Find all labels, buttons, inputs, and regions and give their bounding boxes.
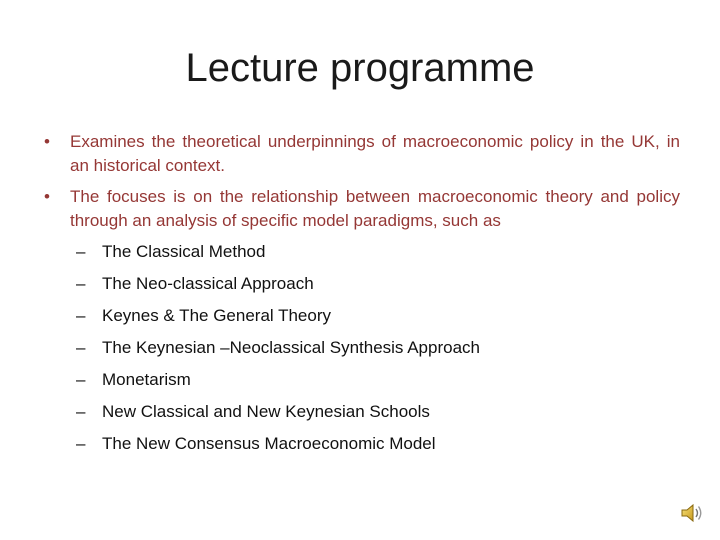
bullet-marker: • [44, 132, 50, 151]
sub-item-text: The Classical Method [102, 242, 266, 261]
slide-title: Lecture programme [185, 46, 535, 90]
sub-item-text: Monetarism [102, 370, 191, 389]
bullet-text: The focuses is on the relationship between macroeconomic theory and policy through an analysis of specific model paradigms, such as [70, 187, 680, 230]
sub-item [44, 272, 680, 296]
dash-marker: – [76, 306, 86, 325]
sub-item-text: Keynes & The General Theory [102, 306, 332, 325]
sub-item-text: The New Consensus Macroeconomic Model [102, 434, 436, 453]
dash-marker: – [76, 338, 86, 357]
dash-marker: – [76, 434, 86, 453]
sub-item [44, 240, 680, 264]
bullet-marker: • [44, 187, 50, 206]
bullet-list [44, 130, 680, 464]
dash-marker: – [76, 402, 86, 421]
speaker-icon[interactable] [680, 502, 704, 524]
bullet-item [44, 130, 680, 178]
dash-marker: – [76, 242, 86, 261]
sub-item [44, 336, 680, 360]
sub-item-text: New Classical and New Keynesian Schools [102, 402, 430, 421]
bullet-item [44, 185, 680, 233]
sub-item [44, 432, 680, 456]
bullet-text: Examines the theoretical underpinnings of macroeconomic policy in the UK, in an historical context. [70, 132, 680, 175]
dash-marker: – [76, 274, 86, 293]
sub-item [44, 368, 680, 392]
sub-item [44, 304, 680, 328]
sub-item [44, 400, 680, 424]
sub-item-text: The Neo-classical Approach [102, 274, 314, 293]
dash-marker: – [76, 370, 86, 389]
sub-item-text: The Keynesian –Neoclassical Synthesis Approach [102, 338, 480, 357]
